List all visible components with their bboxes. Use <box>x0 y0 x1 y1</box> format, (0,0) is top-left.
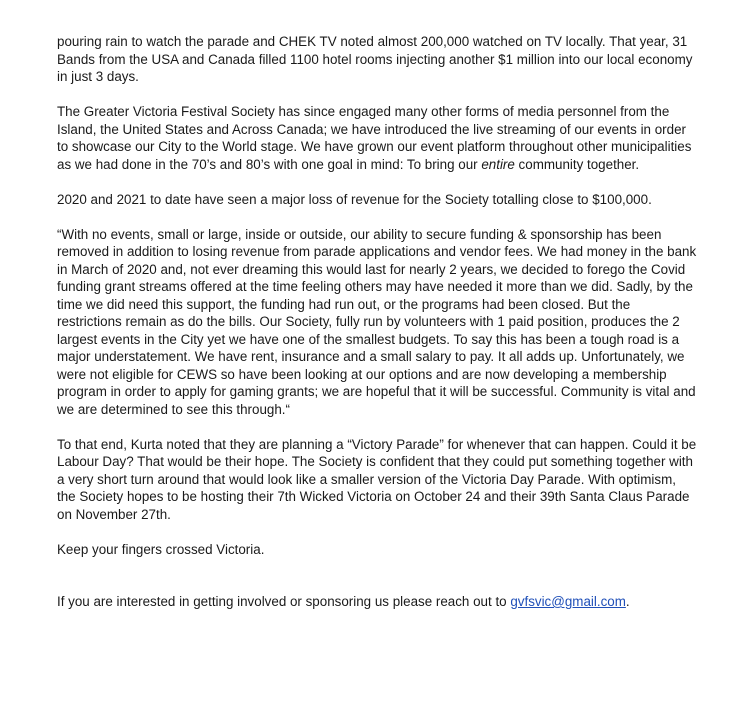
contact-text: If you are interested in getting involved or sponsoring us please reach out to <box>57 594 511 609</box>
paragraph-media-outreach-text: The Greater Victoria Festival Society has since engaged many other forms of media personnel from the Island, the United States and Across Canada; we have introduced the live streaming of our events in order to showcase our City to the World stage. We have grown our event platform throughout other municipalities as we had done in the 70’s and 80’s with one goal in mind: To bring our <box>57 104 692 172</box>
email-link[interactable]: gvfsvic@gmail.com <box>510 594 626 609</box>
spacer <box>57 576 697 594</box>
emphasis-entire: entire <box>481 156 515 172</box>
paragraph-closing-wish: Keep your fingers crossed Victoria. <box>57 541 265 557</box>
paragraph-contact <box>57 593 697 611</box>
paragraph-media-outreach <box>57 103 697 173</box>
paragraph-media-outreach-end: community together. <box>514 156 640 172</box>
paragraph-victory-parade: To that end, Kurta noted that they are planning a “Victory Parade” for whenever that can happen. Could it be Labour Day? That would be their hope. The Society is confident that they could put something together with a very short turn around that would look like a smaller version of the Victoria Day Parade. With optimism, the Society hopes to be hosting their 7th Wicked Victoria on October 24 and their 39th Santa Claus Parade on November 27th. <box>57 436 697 522</box>
paragraph-quote: “With no events, small or large, inside or outside, our ability to secure funding & sponsorship has been removed in addition to losing revenue from parade applications and vendor fees. We had money in the bank in March of 2020 and, not ever dreaming this would last for nearly 2 years, we decided to forego the Covid funding grant streams offered at the time feeling others may have needed it more than we did. Sadly, by the time we did need this support, the funding had run out, or the programs had been closed. But the restrictions remain as do the bills. Our Society, fully run by volunteers with 1 paid position, produces the 2 largest events in the City yet we have one of the smallest budgets. To say this has been a tough road is a major understatement. We have rent, insurance and a small salary to pay. It all adds up. Unfortunately, we were not eligible for CEWS so have been looking at our options and are now developing a membership program in order to apply for gaming grants; we are hopeful that it will be successful. Community is vital and we are determined to see this through.“ <box>57 226 697 417</box>
contact-period: . <box>625 594 630 609</box>
document-page <box>57 33 697 628</box>
paragraph-revenue-loss: 2020 and 2021 to date have seen a major loss of revenue for the Society totalling close to $100,000. <box>57 191 652 207</box>
paragraph-parade-attendance: pouring rain to watch the parade and CHEK TV noted almost 200,000 watched on TV locally. That year, 31 Bands from the USA and Canada filled 1100 hotel rooms injecting another $1 million into our local economy in just 3 days. <box>57 34 693 84</box>
